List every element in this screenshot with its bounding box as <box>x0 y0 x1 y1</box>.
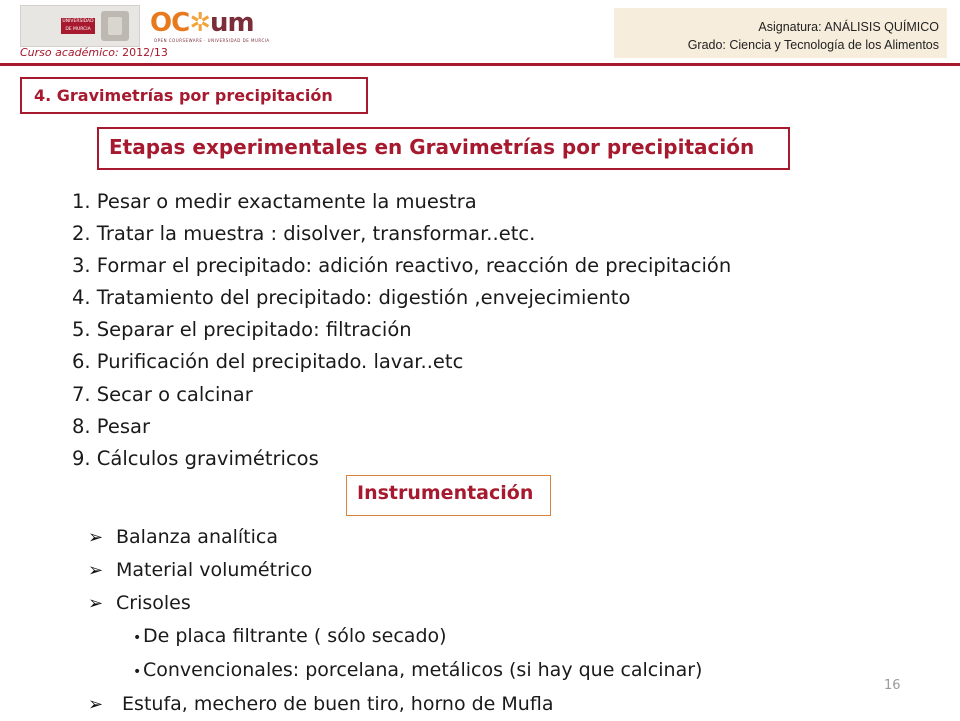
sub-list-item-label: De placa filtrante ( sólo secado) <box>143 625 447 647</box>
list-item <box>88 688 702 721</box>
ocw-logo-wordmark <box>150 8 254 38</box>
list-item <box>88 587 702 620</box>
sub-list-item-label: Convencionales: porcelana, metálicos (si hay que calcinar) <box>143 659 703 681</box>
course-year <box>20 46 168 59</box>
list-item: 1. Pesar o medir exactamente la muestra <box>72 190 477 213</box>
universidad-murcia-logo <box>20 5 140 47</box>
instrumentation-title: Instrumentación <box>346 475 551 516</box>
logo-umu-text: UNIVERSIDAD DE MURCIA <box>62 19 94 32</box>
gear-icon: ✲ <box>189 8 210 38</box>
degree-line: Grado: Ciencia y Tecnología de los Alimentos <box>687 38 939 52</box>
list-item <box>88 521 702 554</box>
arrow-bullet-icon: ➢ <box>88 593 104 614</box>
list-item-label: Estufa, mechero de buen tiro, horno de Mufla <box>122 693 554 715</box>
header-divider <box>0 63 960 66</box>
arrow-bullet-icon: ➢ <box>88 527 104 548</box>
course-year-label: Curso académico: <box>20 46 119 59</box>
logo-red-bar <box>61 18 95 34</box>
arrow-bullet-icon: ➢ <box>88 694 104 715</box>
crest-icon <box>101 11 129 41</box>
subject-line <box>614 18 939 36</box>
ocw-logo-oc: OC <box>150 8 190 38</box>
list-item: 7. Secar o calcinar <box>72 382 253 406</box>
ocw-logo <box>150 8 270 48</box>
dot-bullet-icon: • <box>133 630 142 646</box>
list-item: 6. Purificación del precipitado. lavar..etc <box>72 350 464 374</box>
page-number: 16 <box>884 678 901 693</box>
arrow-bullet-icon: ➢ <box>88 560 104 581</box>
list-item: 8. Pesar <box>72 414 150 438</box>
subject-name: ANÁLISIS QUÍMICO <box>824 20 939 34</box>
ocw-logo-subtitle: OPEN COURSEWARE · UNIVERSIDAD DE MURCIA <box>154 38 270 43</box>
stages-list <box>72 186 731 475</box>
ocw-logo-um: um <box>209 8 254 38</box>
dot-bullet-icon: • <box>133 664 142 680</box>
section-title: 4. Gravimetrías por precipitación <box>20 77 368 114</box>
list-item: 4. Tratamiento del precipitado: digestión ,envejecimiento <box>72 286 631 310</box>
subject-prefix: Asignatura: <box>758 20 825 34</box>
list-item: 3. Formar el precipitado: adición reactivo, reacción de precipitación <box>72 254 732 278</box>
sub-list-item <box>88 654 702 688</box>
stages-title: Etapas experimentales en Gravimetrías por precipitación <box>97 127 790 170</box>
list-item: 5. Separar el precipitado: filtración <box>72 318 412 342</box>
sub-list-item <box>88 620 702 654</box>
course-info-box <box>614 8 947 58</box>
list-item-label: Crisoles <box>116 592 191 614</box>
list-item: 9. Cálculos gravimétricos <box>72 446 319 470</box>
course-year-value: 2012/13 <box>122 46 168 59</box>
instrumentation-list <box>88 521 702 721</box>
list-item-label: Material volumétrico <box>116 559 313 581</box>
list-item <box>88 554 702 587</box>
list-item: 2. Tratar la muestra : disolver, transformar..etc. <box>72 222 536 246</box>
list-item-label: Balanza analítica <box>116 526 279 548</box>
